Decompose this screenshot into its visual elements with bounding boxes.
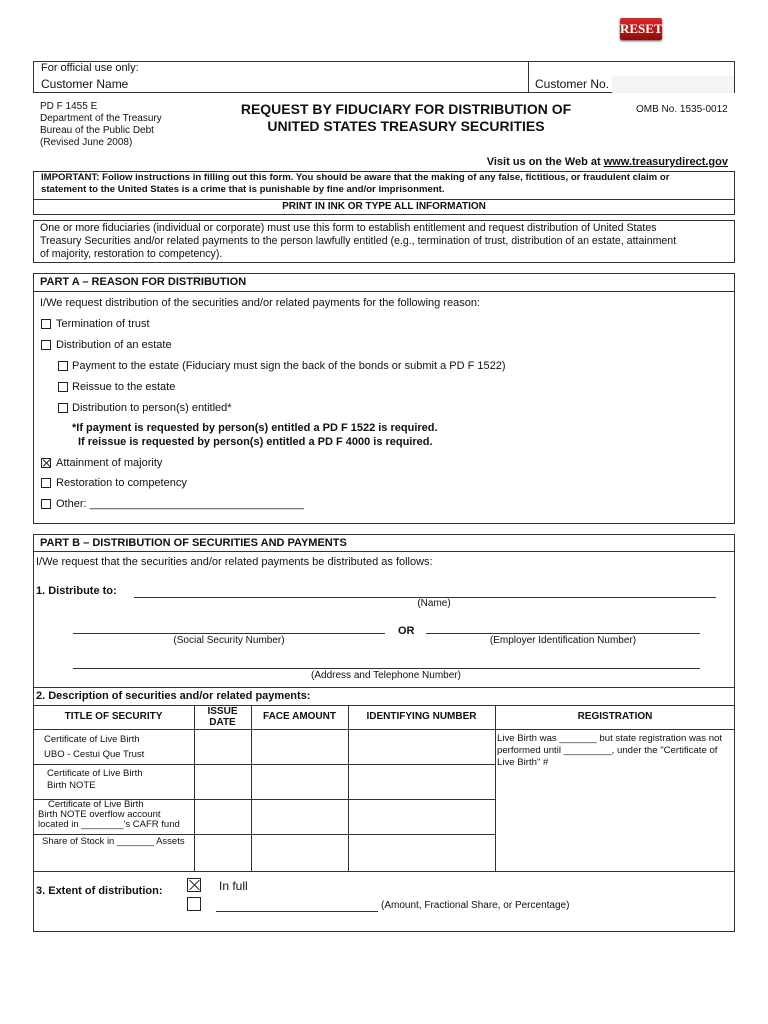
col-issue-date-1: ISSUE	[207, 706, 238, 717]
distribution-persons-label: Distribution to person(s) entitled*	[72, 402, 232, 414]
important-line2: statement to the United States is a crime that is punishable by fine and/or imprisonment.	[41, 184, 445, 195]
col-identifying-number: IDENTIFYING NUMBER	[366, 711, 477, 722]
col-issue-date-2: DATE	[209, 717, 236, 728]
row2-title-line2: Birth NOTE	[47, 780, 96, 791]
intro-line1: One or more fiduciaries (individual or corporate) must use this form to establish entitlement and request distribution of United States	[40, 222, 657, 234]
revised-date: (Revised June 2008)	[40, 137, 133, 148]
customer-name-input[interactable]	[130, 76, 524, 93]
termination-checkbox[interactable]	[41, 319, 51, 329]
col-face-amount: FACE AMOUNT	[263, 711, 336, 722]
other-checkbox[interactable]	[41, 499, 51, 509]
ein-line[interactable]	[426, 633, 700, 634]
row4-title-line1: Share of Stock in _______ Assets	[42, 836, 185, 847]
visit-web	[380, 155, 728, 169]
row1-title-line1: Certificate of Live Birth	[44, 734, 140, 745]
extent-label: 3. Extent of distribution:	[36, 885, 163, 897]
visit-text: Visit us on the Web at	[486, 156, 604, 168]
col-title-of-security: TITLE OF SECURITY	[64, 711, 163, 722]
majority-checkbox[interactable]	[41, 458, 51, 468]
part-a-header: PART A – REASON FOR DISTRIBUTION	[40, 276, 247, 288]
reissue-estate-label: Reissue to the estate	[72, 381, 176, 393]
note-line2: If reissue is requested by person(s) entitled a PD F 4000 is required.	[78, 436, 433, 448]
department: Department of the Treasury	[40, 113, 162, 124]
customer-no-label: Customer No.	[535, 77, 610, 91]
row2-title-line1: Certificate of Live Birth	[47, 768, 143, 779]
reissue-estate-checkbox[interactable]	[58, 382, 68, 392]
registration-line1: Live Birth was _______ but state registration was not	[497, 733, 723, 744]
part-a-intro: I/We request distribution of the securities and/or related payments for the following reason:	[40, 297, 481, 309]
part-b-header: PART B – DISTRIBUTION OF SECURITIES AND PAYMENTS	[40, 537, 347, 549]
payment-estate-checkbox[interactable]	[58, 361, 68, 371]
termination-label: Termination of trust	[56, 318, 150, 330]
amount-line[interactable]	[216, 911, 378, 912]
form-title-line1: REQUEST BY FIDUCIARY FOR DISTRIBUTION OF	[240, 101, 572, 117]
in-full-label: In full	[219, 879, 248, 893]
customer-no-input[interactable]	[612, 76, 734, 93]
distribute-to-label: 1. Distribute to:	[36, 585, 117, 597]
row3-title-line1: Certificate of Live Birth	[48, 799, 144, 810]
omb-number: OMB No. 1535-0012	[636, 104, 728, 115]
distribution-persons-checkbox[interactable]	[58, 403, 68, 413]
in-full-checkbox[interactable]	[187, 878, 201, 892]
ein-caption: (Employer Identification Number)	[489, 635, 637, 646]
partial-checkbox[interactable]	[187, 897, 201, 911]
registration-line2: performed until _________, under the "Certificate of	[497, 745, 718, 756]
distribution-estate-label: Distribution of an estate	[56, 339, 172, 351]
distribution-estate-checkbox[interactable]	[41, 340, 51, 350]
description-label: 2. Description of securities and/or related payments:	[36, 690, 311, 702]
col-registration: REGISTRATION	[577, 711, 653, 722]
other-label: Other: ___________________________________	[56, 498, 304, 510]
bureau: Bureau of the Public Debt	[40, 125, 154, 136]
print-in-ink: PRINT IN INK OR TYPE ALL INFORMATION	[282, 201, 486, 212]
majority-label: Attainment of majority	[56, 457, 163, 469]
form-title-line2: UNITED STATES TREASURY SECURITIES	[267, 118, 545, 134]
website-link[interactable]: www.treasurydirect.gov	[603, 156, 728, 168]
official-use-label: For official use only:	[41, 62, 139, 74]
name-caption: (Name)	[417, 598, 451, 609]
intro-line3: of majority, restoration to competency).	[40, 248, 223, 260]
amount-caption: (Amount, Fractional Share, or Percentage)	[381, 900, 570, 911]
customer-name-label: Customer Name	[41, 77, 129, 91]
row1-title-line2: UBO - Cestui Que Trust	[44, 749, 145, 760]
ssn-line[interactable]	[73, 633, 385, 634]
part-b-intro: I/We request that the securities and/or related payments be distributed as follows:	[36, 556, 433, 568]
competency-label: Restoration to competency	[56, 477, 187, 489]
registration-line3: Live Birth" #	[497, 757, 549, 768]
row3-title-line3: located in ________'s CAFR fund	[38, 819, 180, 830]
row3-title-line2: Birth NOTE overflow account	[38, 809, 161, 820]
reset-button[interactable]: RESET	[620, 18, 662, 40]
address-line[interactable]	[73, 668, 700, 669]
form-number: PD F 1455 E	[40, 101, 98, 112]
or-label: OR	[398, 625, 415, 637]
payment-estate-label: Payment to the estate (Fiduciary must sign the back of the bonds or submit a PD F 1522)	[72, 360, 506, 372]
ssn-caption: (Social Security Number)	[173, 635, 285, 646]
address-caption: (Address and Telephone Number)	[311, 670, 461, 681]
competency-checkbox[interactable]	[41, 478, 51, 488]
note-line1: *If payment is requested by person(s) entitled a PD F 1522 is required.	[72, 422, 438, 434]
important-line1: IMPORTANT: Follow instructions in filling out this form. You should be aware that the making of any false, fictitious, or fraudulent claim or	[41, 172, 670, 183]
intro-line2: Treasury Securities and/or related payments to the person lawfully entitled (e.g., termination of trust, distribution of an estate, attainment	[40, 235, 677, 247]
